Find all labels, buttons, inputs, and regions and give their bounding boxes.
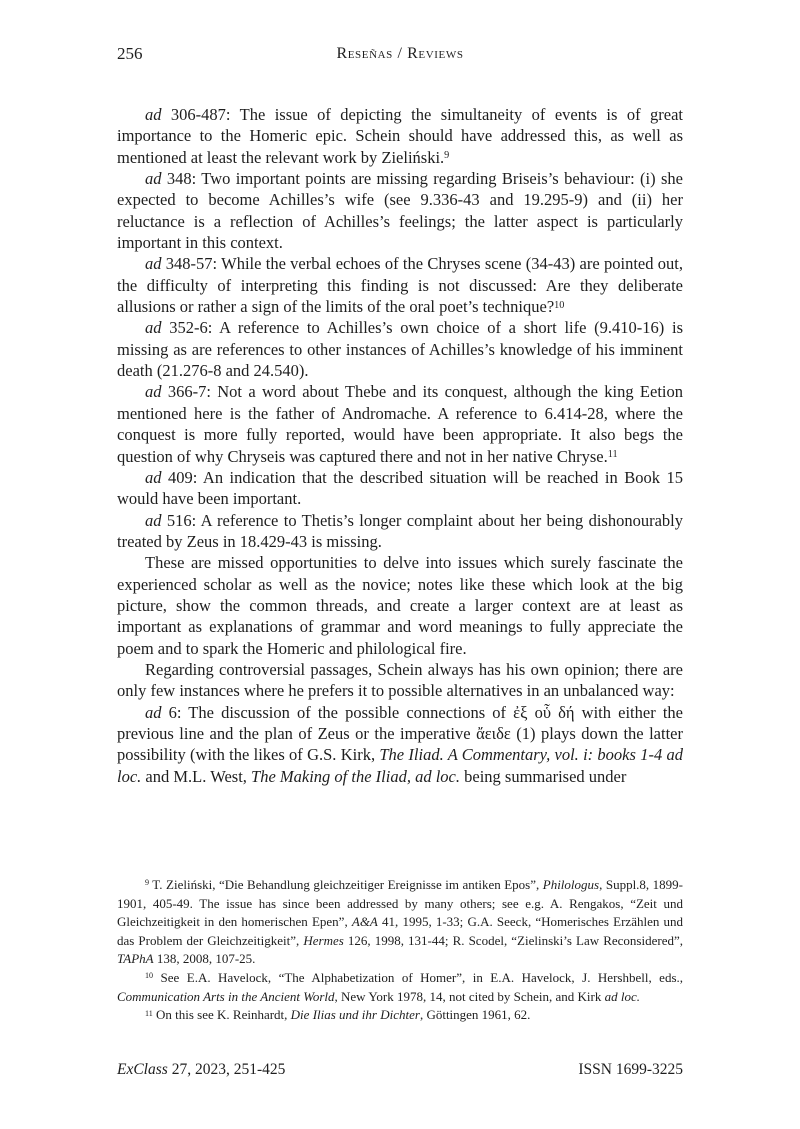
text-run: T. Zieliński, “Die Behandlung gleichzeitiger Ereignisse im antiken Epos”, [149,877,543,892]
page-header [117,44,683,66]
italic-text: ad loc. [604,988,640,1004]
text-run: On this see K. Reinhardt, [152,1007,291,1023]
text-run: , New York 1978, 14, not cited by Schein, and Kirk [334,988,605,1004]
paragraph [117,552,683,659]
footnote-marker: 9 [145,878,150,888]
italic-text: Hermes [303,932,344,948]
italic-text: The Iliad. A Commentary, vol. i: books 1-4 ad loc. [117,745,683,786]
footnote-marker: 9 [444,150,450,162]
paragraph [117,702,683,787]
text-run: and M.L. West, [141,766,252,786]
journal-citation [117,1061,285,1079]
text-run: See E.A. Havelock, “The Alphabetization of Homer”, in E.A. Havelock, J. Hershbell, eds., [153,969,683,985]
text-run: 348: Two important points are missing regarding Briseis’s behaviour: (i) she expected to become Achilles’s wife (see 9.336-43 and 19.295-9) and (ii) her reluctance is a reflection of Achilles’s feelings; the latter aspect is particularly important in this context. [117,169,683,253]
text-run: 516: A reference to Thetis’s longer complaint about her being dishonourably treated by Zeus in 18.429-43 is missing. [117,510,683,551]
paragraph [117,659,683,702]
text-run: 6: The discussion of the possible connections of ἐξ οὗ δή with either the previous line and the plan of Zeus or the imperative ἄειδε (1) plays down the latter possibility (with the likes of G.S. Kirk, [117,702,683,765]
italic-text: ExClass [117,1061,168,1078]
text-run: 366-7: Not a word about Thebe and its conquest, although the king Eetion mentioned here is the father of Andromache. A reference to 6.414-28, where the conquest is more fully reported, would have been appropriate. It also begs the question of why Chryseis was captured there and not in her native Chryse. [117,382,683,466]
paragraph [117,253,683,317]
text-run: , Suppl.8, 1899-1901, 405-49. The issue has since been addressed by many others; see e.g. A. Rengakos, “Zeit und Gleichzeitigkeit in den homerischen Epen”, [117,877,684,930]
page-footer [117,1061,683,1081]
text-run: 409: An indication that the described situation will be reached in Book 15 would have been important. [117,467,683,509]
body-text [117,104,683,787]
italic-text: Philologus [542,877,600,892]
page-number: 256 [117,44,143,63]
text-run: 138, 2008, 107-25. [153,951,256,967]
footnote [117,1006,683,1025]
text-run: 306-487: The issue of depicting the simultaneity of events is of great importance to the Homeric epic. Schein should have addressed this, as well as mentioned at least the relevant work by Zieliński. [117,105,683,167]
footnotes [117,876,683,1025]
text-run: being summarised under [460,766,627,786]
italic-text: ad [145,254,162,274]
text-run: 126, 1998, 131-44; R. Scodel, “Zielinski’s Law Reconsidered”, [343,932,683,948]
italic-text: The Making of the Iliad, ad loc. [251,766,460,786]
italic-text: ad [145,467,162,487]
italic-text: A&A [351,914,378,930]
text-run: 352-6: A reference to Achilles’s own choice of a short life (9.410-16) is missing as are references to other instances of Achilles’s knowledge of his imminent death (21.276-8 and 24.540). [117,318,683,381]
text-run: Regarding controversial passages, Schein always has his own opinion; there are only few instances where he prefers it to possible alternatives in an unbalanced way: [117,659,683,701]
italic-text: TAPhA [117,951,154,967]
italic-text: ad [145,169,162,189]
paragraph [117,104,683,168]
italic-text: ad [145,510,162,530]
text-run: 41, 1995, 1-33; G.A. Seeck, “Homerisches Erzählen und das Problem der Gleichzeitigkeit”, [117,914,684,948]
text-run: 27, 2023, 251-425 [167,1061,286,1078]
footnote [117,969,683,1006]
running-head: Reseñas / Reviews [336,45,464,62]
text-run: 348-57: While the verbal echoes of the Chryses scene (34-43) are pointed out, the difficulty of interpreting this finding is not discussed: Are they deliberate allusions or rather a sign of the limits of the oral poet’s technique? [117,254,683,317]
paragraph [117,381,683,466]
italic-text: Communication Arts in the Ancient World [117,988,335,1004]
footnote-marker: 11 [607,448,618,460]
text-run: , Göttingen 1961, 62. [419,1007,531,1023]
footnote-marker: 10 [554,299,565,311]
italic-text: ad [145,702,162,722]
italic-text: ad [145,318,162,338]
text-run: These are missed opportunities to delve into issues which surely fascinate the experienced scholar as well as the novice; notes like these which look at the big picture, show the common threads, and create a larger context are at least as important as explanations of grammar and word meanings to fully appreciate the poem and to spark the Homeric and philological fire. [117,553,683,658]
paragraph [117,317,683,381]
paragraph [117,467,683,510]
footnote-marker: 11 [145,1008,153,1018]
paragraph [117,510,683,553]
footnote-marker: 10 [145,971,154,981]
italic-text: ad [145,382,162,402]
italic-text: ad [145,105,162,124]
paragraph [117,168,683,253]
italic-text: Die Ilias und ihr Dichter [290,1007,420,1023]
issn: ISSN 1699-3225 [578,1061,683,1078]
footnote [117,876,683,969]
